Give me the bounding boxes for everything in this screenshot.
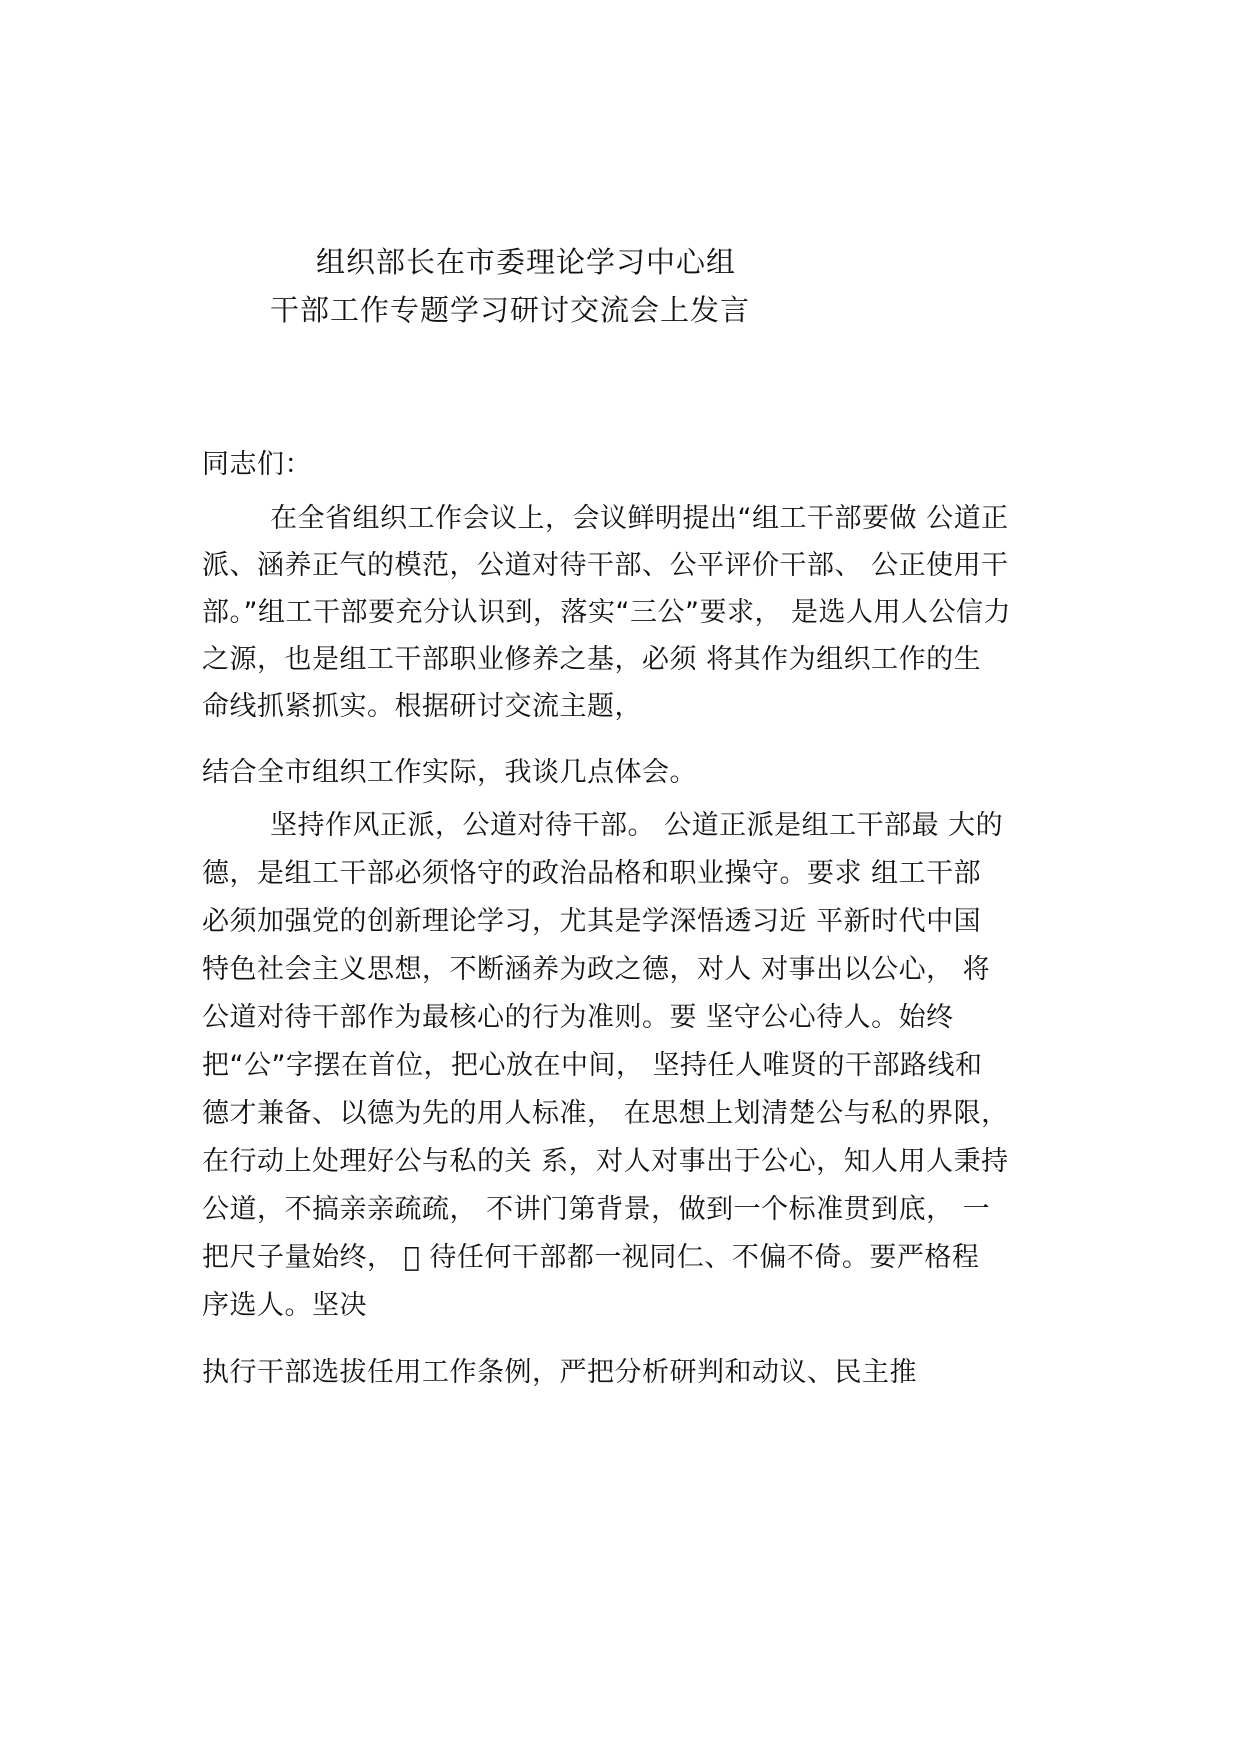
paragraph-1-line: 派、涵养正气的模范，公道对待干部、公平评价干部、 公正使用干 xyxy=(202,550,1009,581)
paragraph-1-line: 在全省组织工作会议上，会议鲜明提出“组工干部要做 公道正 xyxy=(270,503,1009,534)
paragraph-3-line: 公道对待干部作为最核心的行为准则。要 坚守公心待人。始终 xyxy=(202,1002,954,1033)
salutation: 同志们： xyxy=(202,449,312,480)
paragraph-2-line: 结合全市组织工作实际，我谈几点体会。 xyxy=(202,757,697,788)
document-title-line-1: 组织部长在市委理论学习中心组 xyxy=(316,245,737,279)
paragraph-3-line: 坚持作风正派，公道对待干部。 公道正派是组工干部最 大的 xyxy=(270,810,1004,841)
paragraph-1-line: 命线抓紧抓实。根据研讨交流主题， xyxy=(202,691,642,722)
paragraph-4-line: 执行干部选拔任用工作条例，严把分析研判和动议、民主推 xyxy=(202,1357,917,1388)
paragraph-1-line: 之源，也是组工干部职业修养之基，必须 将其作为组织工作的生 xyxy=(202,644,982,675)
paragraph-3-line: 把“公”字摆在首位，把心放在中间， 坚持任人唯贤的干部路线和 xyxy=(202,1050,983,1081)
paragraph-3-line: 公道，不搞亲亲疏疏， 不讲门第背景，做到一个标准贯到底， 一 xyxy=(202,1194,991,1225)
paragraph-3-line: 在行动上处理好公与私的关 系，对人对事出于公心，知人用人秉持 xyxy=(202,1146,1009,1177)
paragraph-3-line: 特色社会主义思想，不断涵养为政之德，对人 对事出以公心， 将 xyxy=(202,954,991,985)
paragraph-3-line: 德才兼备、以德为先的用人标准， 在思想上划清楚公与私的界限， xyxy=(202,1098,1009,1129)
document-title-line-2: 干部工作专题学习研讨交流会上发言 xyxy=(270,293,751,327)
paragraph-3-line: 把尺子量始终， 􏰀 待任何干部都一视同仁、不偏不倚。要严格程 xyxy=(202,1242,980,1273)
paragraph-1-line: 部。”组工干部要充分认识到，落实“三公”要求， 是选人用人公信力 xyxy=(202,597,1012,628)
paragraph-3-line: 德，是组工干部必须恪守的政治品格和职业操守。要求 组工干部 xyxy=(202,858,982,889)
paragraph-3-line: 序选人。坚决 xyxy=(202,1290,367,1321)
paragraph-3-line: 必须加强党的创新理论学习，尤其是学深悟透习近 平新时代中国 xyxy=(202,906,982,937)
